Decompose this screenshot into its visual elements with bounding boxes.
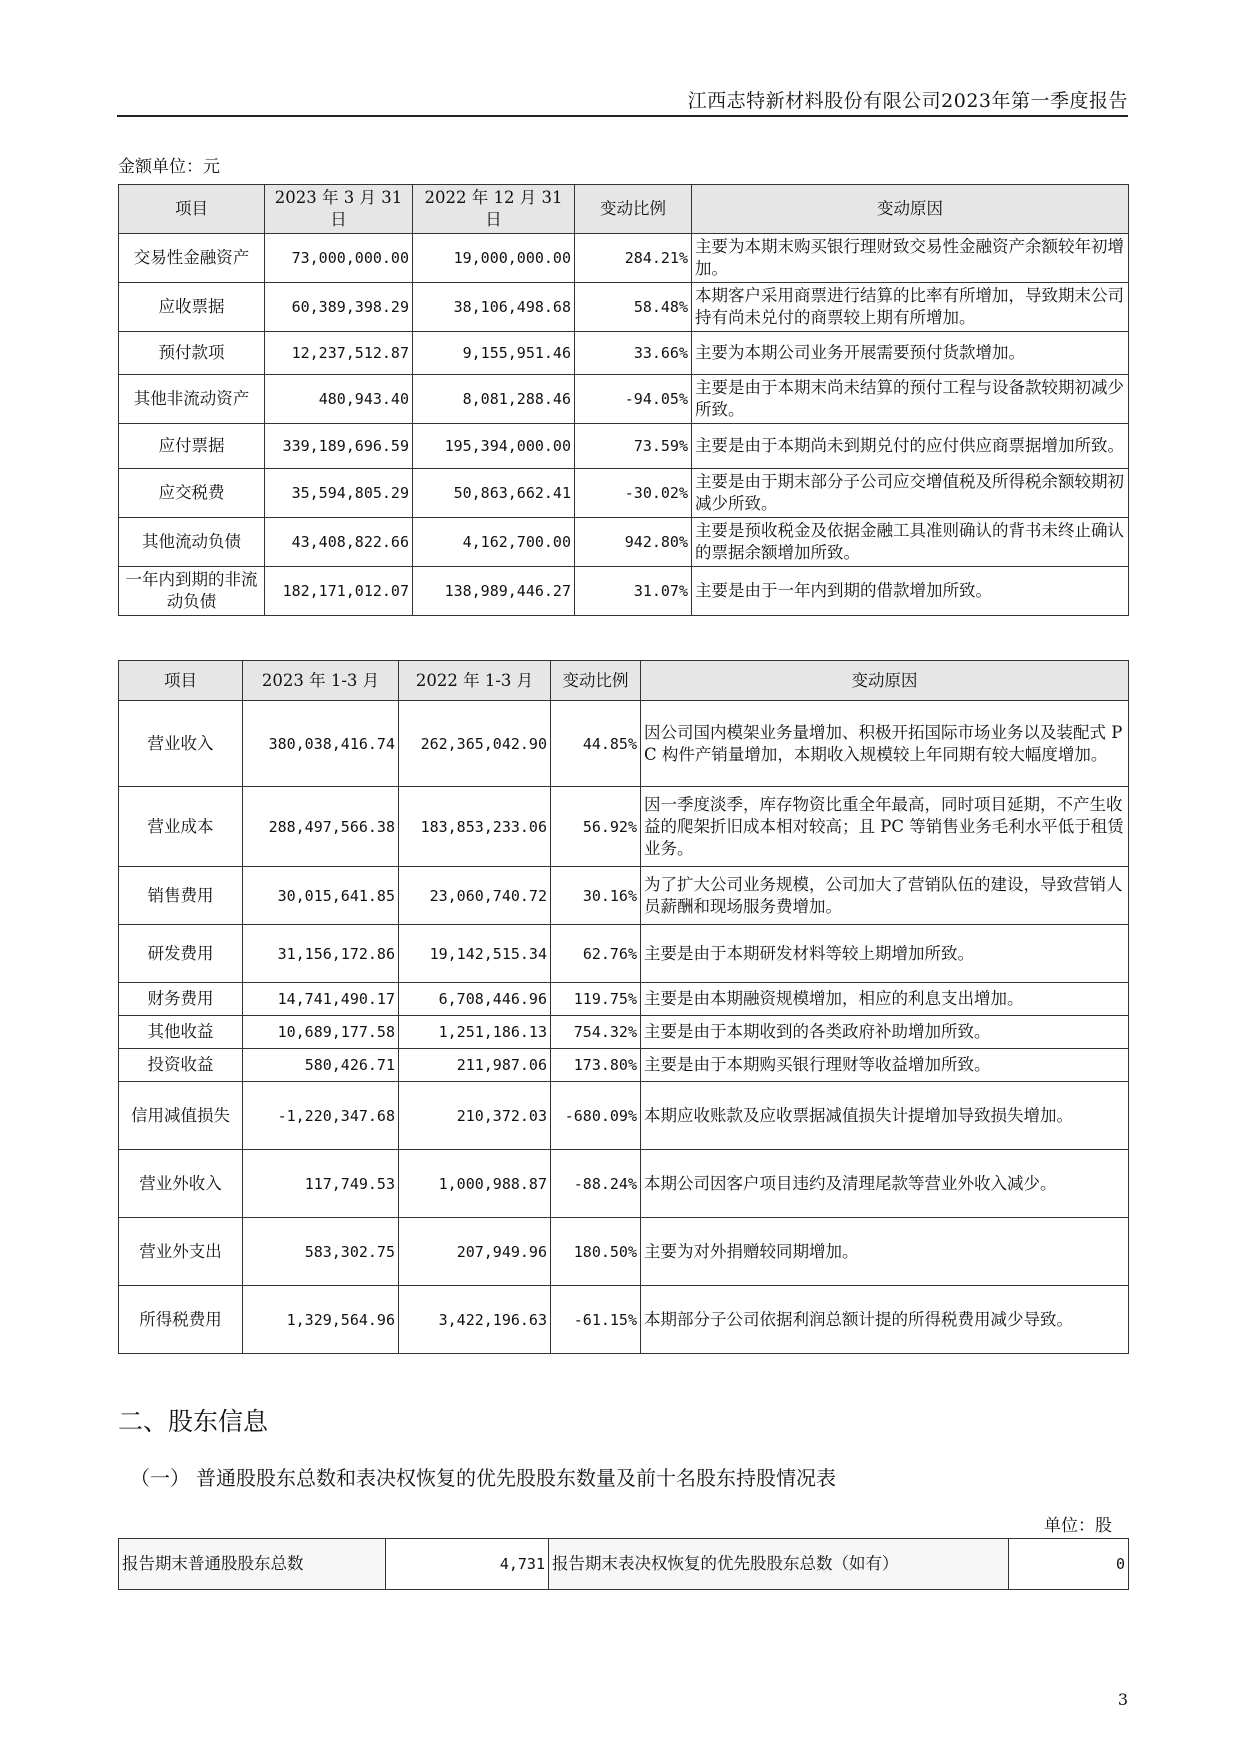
table-row	[119, 925, 1129, 983]
change-reason-cell: 本期公司因客户项目违约及清理尾款等营业外收入减少。	[641, 1150, 1129, 1218]
share-unit-note: 单位：股	[1044, 1516, 1112, 1536]
current-value-cell: 1,329,564.96	[243, 1286, 399, 1354]
table-row	[119, 332, 1129, 375]
change-ratio-cell: -61.15%	[551, 1286, 641, 1354]
prior-value-cell: 50,863,662.41	[413, 469, 575, 518]
current-value-cell: 480,943.40	[265, 375, 413, 424]
current-value-cell: 30,015,641.85	[243, 867, 399, 925]
column-header: 变动比例	[551, 661, 641, 701]
table-row	[119, 424, 1129, 469]
prior-value-cell: 38,106,498.68	[413, 283, 575, 332]
current-value-cell: 10,689,177.58	[243, 1016, 399, 1049]
prior-value-cell: 138,989,446.27	[413, 567, 575, 616]
item-name-cell: 预付款项	[119, 332, 265, 375]
common-shareholder-count-value: 4,731	[386, 1539, 549, 1590]
item-name-cell: 营业成本	[119, 787, 243, 867]
change-reason-cell: 主要是由于一年内到期的借款增加所致。	[692, 567, 1129, 616]
prior-value-cell: 1,251,186.13	[399, 1016, 551, 1049]
change-reason-cell: 因一季度淡季，库存物资比重全年最高，同时项目延期，不产生收益的爬架折旧成本相对较高；且 PC 等销售业务毛利水平低于租赁业务。	[641, 787, 1129, 867]
item-name-cell: 其他收益	[119, 1016, 243, 1049]
current-value-cell: 182,171,012.07	[265, 567, 413, 616]
table-row	[119, 1049, 1129, 1082]
subsection-title	[130, 1462, 836, 1491]
table-row	[119, 1218, 1129, 1286]
current-value-cell: 117,749.53	[243, 1150, 399, 1218]
change-ratio-cell: 942.80%	[575, 518, 692, 567]
item-name-cell: 研发费用	[119, 925, 243, 983]
item-name-cell: 营业外收入	[119, 1150, 243, 1218]
prior-value-cell: 210,372.03	[399, 1082, 551, 1150]
table-row	[119, 567, 1129, 616]
change-ratio-cell: 284.21%	[575, 234, 692, 283]
item-name-cell: 应交税费	[119, 469, 265, 518]
change-reason-cell: 本期部分子公司依据利润总额计提的所得税费用减少导致。	[641, 1286, 1129, 1354]
table-row	[119, 283, 1129, 332]
table-header-row	[119, 185, 1129, 234]
item-name-cell: 信用减值损失	[119, 1082, 243, 1150]
change-reason-cell: 主要是由于期末部分子公司应交增值税及所得税余额较期初减少所致。	[692, 469, 1129, 518]
column-header: 2022 年 1-3 月	[399, 661, 551, 701]
subsection-number: （一）	[130, 1466, 190, 1490]
change-reason-cell: 主要是由于本期收到的各类政府补助增加所致。	[641, 1016, 1129, 1049]
column-header: 2023 年 3 月 31 日	[265, 185, 413, 234]
prior-value-cell: 4,162,700.00	[413, 518, 575, 567]
change-reason-cell: 主要是由本期融资规模增加，相应的利息支出增加。	[641, 983, 1129, 1016]
current-value-cell: 583,302.75	[243, 1218, 399, 1286]
income-statement-changes-table	[118, 660, 1129, 1354]
item-name-cell: 其他流动负债	[119, 518, 265, 567]
prior-value-cell: 211,987.06	[399, 1049, 551, 1082]
prior-value-cell: 183,853,233.06	[399, 787, 551, 867]
current-value-cell: 380,038,416.74	[243, 701, 399, 787]
change-ratio-cell: 180.50%	[551, 1218, 641, 1286]
table-row	[119, 1539, 1129, 1590]
change-reason-cell: 本期客户采用商票进行结算的比率有所增加，导致期末公司持有尚未兑付的商票较上期有所增加。	[692, 283, 1129, 332]
change-ratio-cell: 754.32%	[551, 1016, 641, 1049]
item-name-cell: 一年内到期的非流动负债	[119, 567, 265, 616]
item-name-cell: 营业收入	[119, 701, 243, 787]
table-row	[119, 1016, 1129, 1049]
change-ratio-cell: 56.92%	[551, 787, 641, 867]
change-reason-cell: 主要是预收税金及依据金融工具准则确认的背书未终止确认的票据余额增加所致。	[692, 518, 1129, 567]
change-ratio-cell: -88.24%	[551, 1150, 641, 1218]
prior-value-cell: 19,000,000.00	[413, 234, 575, 283]
change-reason-cell: 为了扩大公司业务规模，公司加大了营销队伍的建设，导致营销人员薪酬和现场服务费增加。	[641, 867, 1129, 925]
item-name-cell: 投资收益	[119, 1049, 243, 1082]
change-reason-cell: 主要是由于本期购买银行理财等收益增加所致。	[641, 1049, 1129, 1082]
header-rule	[117, 115, 1128, 117]
table-row	[119, 867, 1129, 925]
change-ratio-cell: 119.75%	[551, 983, 641, 1016]
column-header: 2022 年 12 月 31 日	[413, 185, 575, 234]
change-reason-cell: 主要为本期末购买银行理财致交易性金融资产余额较年初增加。	[692, 234, 1129, 283]
report-header-title: 江西志特新材料股份有限公司2023年第一季度报告	[687, 90, 1128, 112]
current-value-cell: 12,237,512.87	[265, 332, 413, 375]
prior-value-cell: 6,708,446.96	[399, 983, 551, 1016]
change-ratio-cell: -94.05%	[575, 375, 692, 424]
prior-value-cell: 195,394,000.00	[413, 424, 575, 469]
change-reason-cell: 主要是由于本期研发材料等较上期增加所致。	[641, 925, 1129, 983]
change-reason-cell: 主要是由于本期尚未到期兑付的应付供应商票据增加所致。	[692, 424, 1129, 469]
current-value-cell: 14,741,490.17	[243, 983, 399, 1016]
shareholder-count-table	[118, 1538, 1129, 1590]
column-header: 变动原因	[641, 661, 1129, 701]
table-row	[119, 518, 1129, 567]
table-row	[119, 1150, 1129, 1218]
change-ratio-cell: 31.07%	[575, 567, 692, 616]
current-value-cell: 35,594,805.29	[265, 469, 413, 518]
item-name-cell: 交易性金融资产	[119, 234, 265, 283]
current-value-cell: 60,389,398.29	[265, 283, 413, 332]
table-row	[119, 234, 1129, 283]
common-shareholder-count-label: 报告期末普通股股东总数	[119, 1539, 386, 1590]
change-ratio-cell: 58.48%	[575, 283, 692, 332]
table-row	[119, 1286, 1129, 1354]
change-ratio-cell: 73.59%	[575, 424, 692, 469]
prior-value-cell: 1,000,988.87	[399, 1150, 551, 1218]
change-ratio-cell: 173.80%	[551, 1049, 641, 1082]
page-number: 3	[1117, 1690, 1128, 1709]
table-row	[119, 1082, 1129, 1150]
column-header: 变动原因	[692, 185, 1129, 234]
item-name-cell: 营业外支出	[119, 1218, 243, 1286]
item-name-cell: 应付票据	[119, 424, 265, 469]
item-name-cell: 财务费用	[119, 983, 243, 1016]
table-row	[119, 983, 1129, 1016]
amount-unit-note: 金额单位：元	[118, 157, 220, 177]
item-name-cell: 所得税费用	[119, 1286, 243, 1354]
change-reason-cell: 主要为对外捐赠较同期增加。	[641, 1218, 1129, 1286]
change-reason-cell: 因公司国内模架业务量增加、积极开拓国际市场业务以及装配式 PC 构件产销量增加，本期收入规模较上年同期有较大幅度增加。	[641, 701, 1129, 787]
item-name-cell: 其他非流动资产	[119, 375, 265, 424]
change-ratio-cell: 33.66%	[575, 332, 692, 375]
preferred-shareholder-count-value: 0	[1009, 1539, 1129, 1590]
change-ratio-cell: 62.76%	[551, 925, 641, 983]
current-value-cell: 73,000,000.00	[265, 234, 413, 283]
table-row	[119, 701, 1129, 787]
prior-value-cell: 262,365,042.90	[399, 701, 551, 787]
current-value-cell: -1,220,347.68	[243, 1082, 399, 1150]
change-reason-cell: 主要为本期公司业务开展需要预付货款增加。	[692, 332, 1129, 375]
change-ratio-cell: -680.09%	[551, 1082, 641, 1150]
section-title: 二、股东信息	[118, 1407, 269, 1436]
table-row	[119, 787, 1129, 867]
current-value-cell: 288,497,566.38	[243, 787, 399, 867]
subsection-text: 普通股股东总数和表决权恢复的优先股股东数量及前十名股东持股情况表	[196, 1466, 836, 1490]
prior-value-cell: 207,949.96	[399, 1218, 551, 1286]
column-header: 项目	[119, 661, 243, 701]
change-reason-cell: 主要是由于本期末尚未结算的预付工程与设备款较期初减少所致。	[692, 375, 1129, 424]
prior-value-cell: 3,422,196.63	[399, 1286, 551, 1354]
prior-value-cell: 9,155,951.46	[413, 332, 575, 375]
column-header: 变动比例	[575, 185, 692, 234]
change-ratio-cell: 44.85%	[551, 701, 641, 787]
change-reason-cell: 本期应收账款及应收票据减值损失计提增加导致损失增加。	[641, 1082, 1129, 1150]
prior-value-cell: 23,060,740.72	[399, 867, 551, 925]
table-header-row	[119, 661, 1129, 701]
item-name-cell: 应收票据	[119, 283, 265, 332]
preferred-shareholder-count-label: 报告期末表决权恢复的优先股股东总数（如有）	[549, 1539, 1009, 1590]
current-value-cell: 339,189,696.59	[265, 424, 413, 469]
column-header: 项目	[119, 185, 265, 234]
column-header: 2023 年 1-3 月	[243, 661, 399, 701]
current-value-cell: 580,426.71	[243, 1049, 399, 1082]
change-ratio-cell: 30.16%	[551, 867, 641, 925]
change-ratio-cell: -30.02%	[575, 469, 692, 518]
table-row	[119, 375, 1129, 424]
balance-sheet-changes-table	[118, 184, 1129, 616]
table-row	[119, 469, 1129, 518]
current-value-cell: 43,408,822.66	[265, 518, 413, 567]
current-value-cell: 31,156,172.86	[243, 925, 399, 983]
prior-value-cell: 8,081,288.46	[413, 375, 575, 424]
prior-value-cell: 19,142,515.34	[399, 925, 551, 983]
item-name-cell: 销售费用	[119, 867, 243, 925]
